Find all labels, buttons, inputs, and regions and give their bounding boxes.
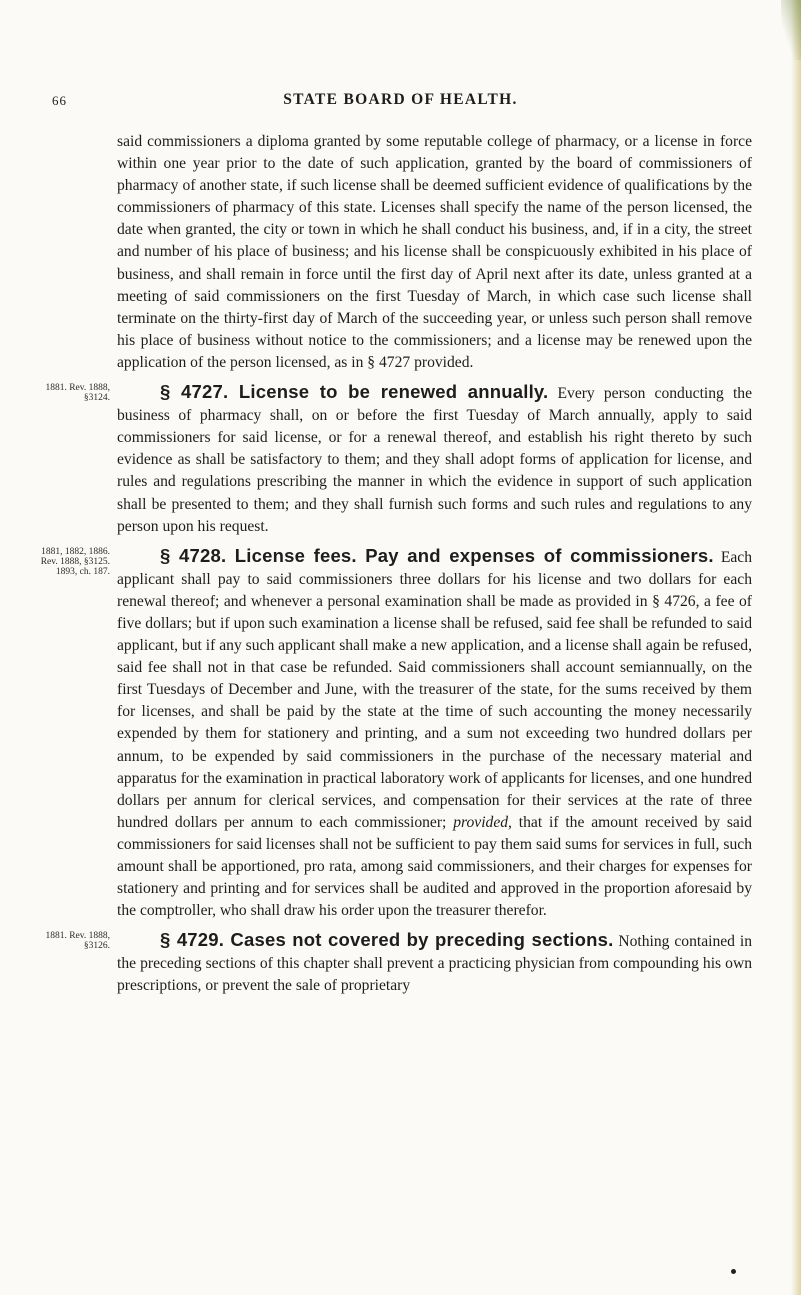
section-4729 [45,929,752,997]
section-4728 [40,544,752,923]
body-text [40,131,752,998]
page-edge-shading [791,0,801,1295]
running-head: STATE BOARD OF HEALTH. [283,91,518,108]
section-title-4728: § 4728. License fees. Pay and expenses of commissioners. [160,544,714,566]
section-text-4728-italic: provided, [453,813,512,831]
page-number: 66 [52,93,67,108]
section-text-4728-part2: that if the amount received by said commissioners for said licenses shall not be sufficient to pay them said sums for services in full, such amount shall be apportioned, pro rata, among said commissioners, and their charges for expenses for stationery and printing and for services shall be audited and approved in the proportion aforesaid by the comptroller, who shall draw his order upon the treasurer therefor. [117,813,752,920]
section-text-4729: Nothing contained in the preceding sections of this chapter shall prevent a practicing physician from compounding his own prescriptions, or prevent the sale of proprietary [117,933,752,995]
ink-dot [731,1269,736,1274]
section-text-4728-part1: Each applicant shall pay to said commissioners three dollars for his license and two dollars for each renewal thereof; and whenever a personal examination shall be made as provided in § 4726, a fee of five dollars; but if upon such examination a license shall be refused, said fee shall be refunded to said applicant, but if any such applicant shall make a new application, and a license shall again be refused, said fee shall not in that case be refunded. Said commissioners shall account semiannually, on the first Tuesdays of December and June, with the treasurer of the state, for the sums received by them for licenses, and shall be paid by the state at the time of such accounting the money necessarily expended by them for stationery and printing, and a sum not exceeding two hundred dollars per annum, to be expended by said commissioners in the purchase of the necessary material and apparatus for the examination in practical laboratory work of applicants for licenses, and one hundred dollars per annum for clerical services, and compensation for their services at the rate of three hundred dollars per annum to each commissioner; [117,548,752,831]
margin-note-4727: 1881. Rev. 1888, §3124. [45,383,110,404]
section-text-4727: Every person conducting the business of pharmacy shall, on or before the first Tuesday of March annually, apply to said commissioners for said license, or for a renewal thereof, and establish his right thereto by such evidence as shall be satisfactory to them; and they shall adopt forms of application for license, and rules and regulations prescribing the manner in which the evidence in support of such application shall be presented to them; and they shall furnish such forms and such rules and regulations to any person upon his request. [117,385,752,535]
section-4727 [45,381,752,538]
section-title-4729: § 4729. Cases not covered by preceding sections. [160,929,614,951]
section-title-4727: § 4727. License to be renewed annually. [160,381,549,403]
margin-note-4729: 1881. Rev. 1888, §3126. [45,931,110,952]
margin-note-4728: 1881, 1882, 1886. Rev. 1888, §3125. 1893, ch. 187. [40,546,110,577]
intro-paragraph: said commissioners a diploma granted by some reputable college of pharmacy, or a license in force within one year prior to the date of such application, granted by the board of commissioners of pharmacy of another state, if such license shall be deemed sufficient evidence of qualifications by the commissioners of pharmacy of this state. Licenses shall specify the name of the person licensed, the date when granted, the city or town in which he shall conduct his business, and, if in a city, the street and number of his place of business; and his license shall be conspicuously exhibited in his place of business, and shall remain in force until the first day of April next after its date, unless granted at a meeting of said commissioners on the first Tuesday of March, in which case such license shall terminate on the thirty-first day of March of the succeeding year, or unless such person shall remove his place of business without notice to the commissioners; and a license may be renewed upon the application of the person licensed, as in § 4727 provided. [117,133,752,371]
page-corner-stain [781,0,801,60]
